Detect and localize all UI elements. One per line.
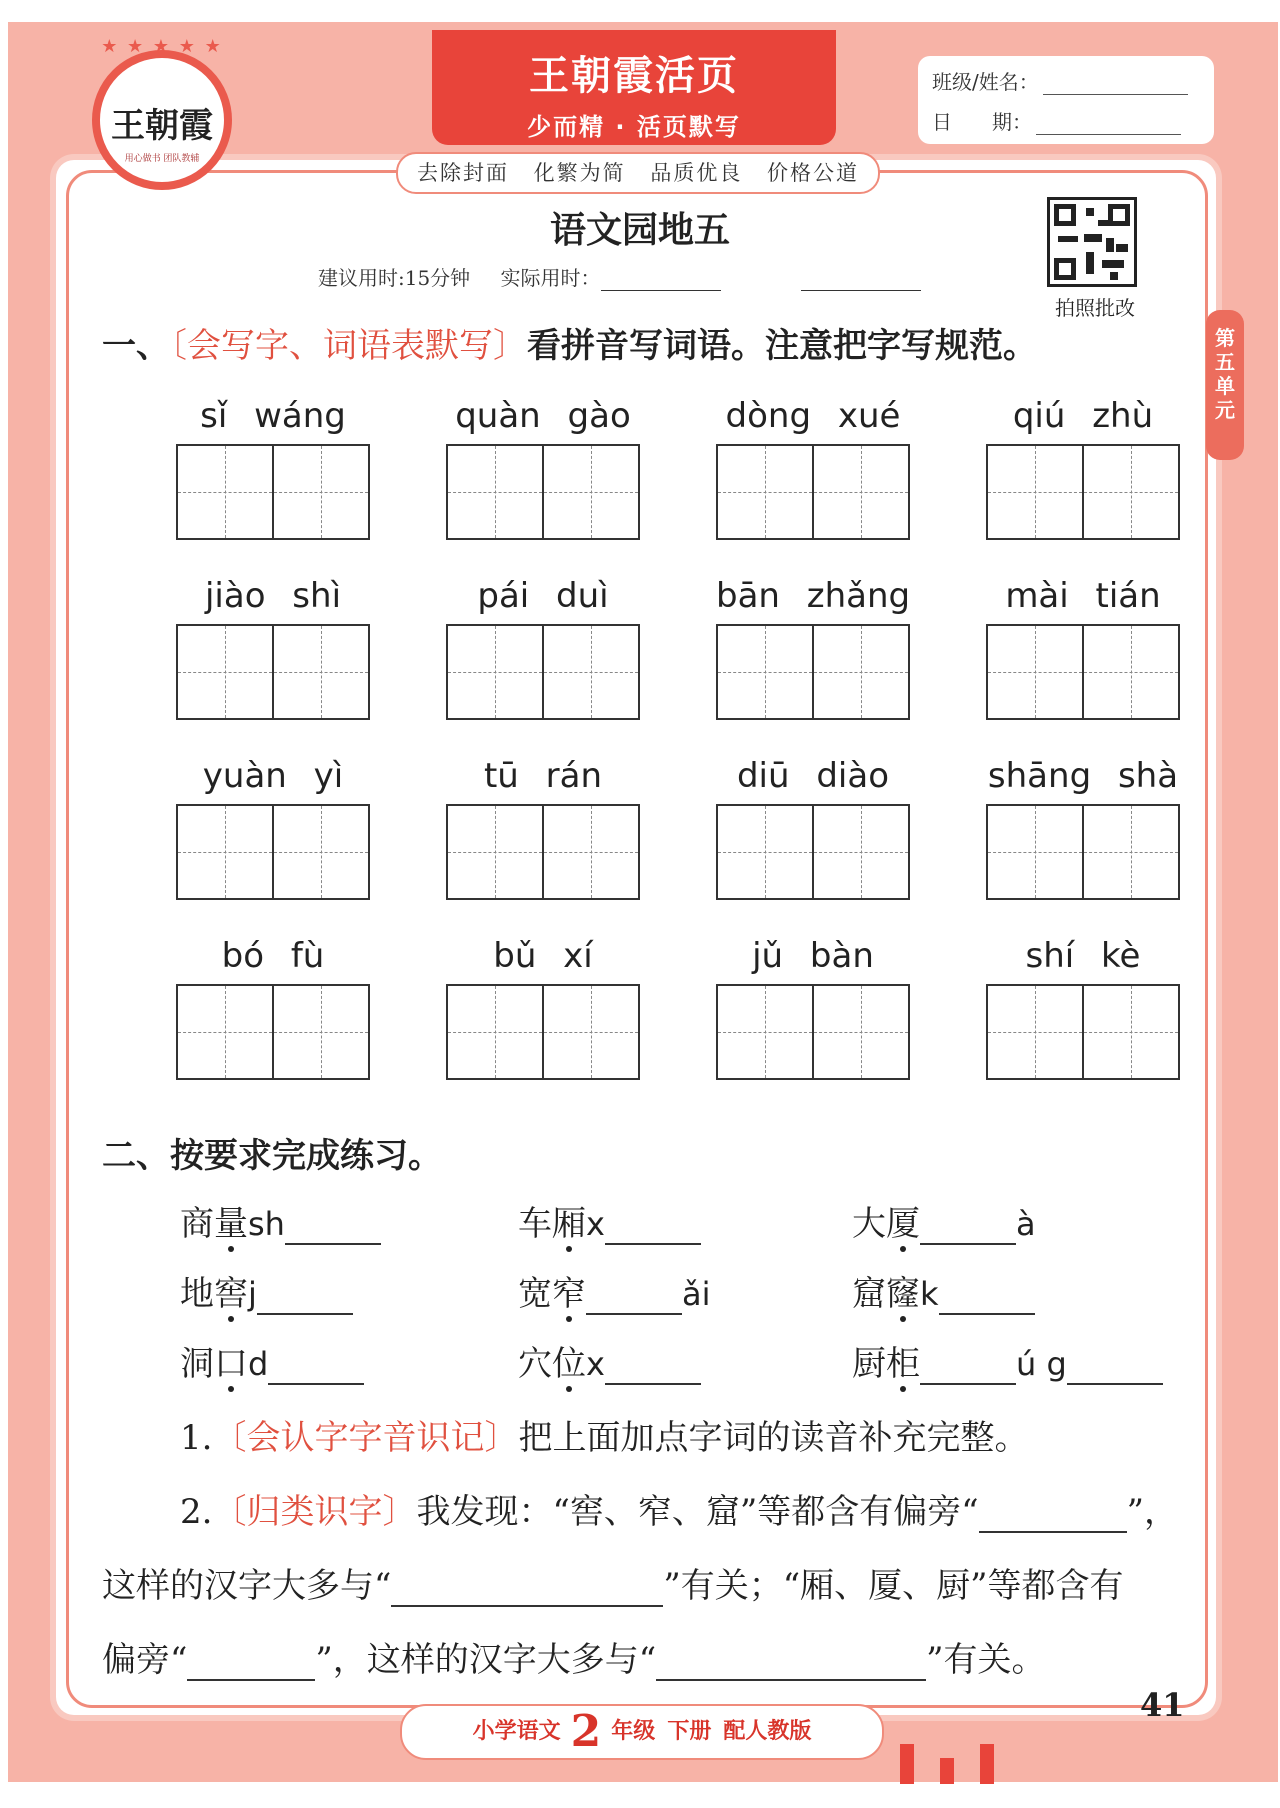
actual-time-field[interactable] [601, 272, 721, 291]
writing-boxes [446, 444, 640, 540]
pinyin-label: diū diào [736, 756, 890, 796]
writing-boxes [986, 804, 1180, 900]
banner-subtitle: 少而精 · 活页默写 [527, 113, 741, 141]
question-2-line-2 [102, 1558, 1124, 1607]
qr-code-icon[interactable] [1047, 197, 1137, 287]
slogan-3: 品质优良 [650, 161, 743, 185]
writing-boxes [986, 624, 1180, 720]
character-box[interactable] [178, 806, 272, 898]
slogan-4: 价格公道 [767, 161, 860, 185]
q2-tag: 〔归类识字〕 [212, 1492, 417, 1532]
character-box[interactable] [448, 806, 542, 898]
edge-tab-2 [940, 1758, 954, 1784]
logo-name: 王朝霞 [111, 106, 213, 146]
footer-grade-number: 2 [570, 1706, 602, 1757]
q2-line2-a: 这样的汉字大多与“ [102, 1566, 392, 1606]
actual-time-label: 实际用时： [500, 266, 601, 290]
q2-line3-a: 偏旁“ [102, 1640, 188, 1680]
writing-boxes [176, 984, 370, 1080]
q1-tag: 〔会认字字音识记〕 [212, 1418, 519, 1458]
edge-tab-1 [900, 1744, 914, 1784]
word-char-1: 窟 [852, 1274, 886, 1314]
dotted-char: 柜 [886, 1344, 920, 1384]
pinyin-label: bó fù [221, 936, 325, 976]
word-char-1: 大 [852, 1204, 886, 1244]
brand-logo [92, 36, 232, 190]
character-box[interactable] [1082, 806, 1178, 898]
pinyin-answer-blank[interactable] [285, 1215, 381, 1245]
footer-grade-badge [400, 1704, 884, 1760]
date-label: 日 期： [932, 110, 1032, 134]
pinyin-hint-pre: x [586, 1205, 605, 1243]
slogan-bar [396, 152, 880, 194]
pinyin-answer-blank[interactable] [920, 1355, 1016, 1385]
character-box[interactable] [988, 626, 1082, 718]
pinyin-label: jǔ bàn [752, 936, 874, 976]
word-item [986, 576, 1180, 720]
dotted-char: 窿 [886, 1274, 920, 1314]
question-2-line-3 [102, 1632, 1046, 1681]
pinyin-answer-blank[interactable] [939, 1285, 1035, 1315]
word-item [716, 396, 910, 540]
slogan-1: 去除封面 [416, 161, 509, 185]
pinyin-hint-pre: x [586, 1345, 605, 1383]
meaning-blank-2[interactable] [656, 1649, 926, 1681]
word-char-1: 宽 [518, 1274, 552, 1314]
word-char-1: 商 [180, 1204, 214, 1244]
dotted-char: 口 [214, 1344, 248, 1384]
word-item [446, 396, 640, 540]
writing-boxes [716, 804, 910, 900]
word-item [986, 936, 1180, 1080]
q2-line3-c: ”有关。 [926, 1640, 1046, 1680]
q2-text-b: ”， [1126, 1492, 1178, 1532]
q2-line2-b: ”有关；“厢、厦、厨”等都含有 [663, 1566, 1124, 1606]
character-box[interactable] [718, 626, 812, 718]
character-box[interactable] [718, 806, 812, 898]
writing-boxes [716, 444, 910, 540]
word-item [716, 576, 910, 720]
pronunciation-item [852, 1336, 1163, 1385]
pinyin-label: tū rán [483, 756, 603, 796]
character-box[interactable] [542, 446, 638, 538]
section-1-tag: 〔会写字、词语表默写〕 [170, 326, 527, 366]
word-char-1: 洞 [180, 1344, 214, 1384]
character-box[interactable] [988, 986, 1082, 1078]
pinyin-hint-post: ú g [1016, 1345, 1067, 1383]
q2-number: 2. [180, 1492, 213, 1532]
pinyin-label: qiú zhù [1012, 396, 1154, 436]
character-box[interactable] [988, 446, 1082, 538]
pinyin-hint-post: à [1016, 1205, 1036, 1243]
writing-boxes [176, 444, 370, 540]
radical-blank-1[interactable] [979, 1501, 1127, 1533]
section-2-heading: 二、按要求完成练习。 [102, 1136, 442, 1176]
pinyin-label: pái duì [477, 576, 609, 616]
pinyin-answer-blank[interactable] [920, 1215, 1016, 1245]
footer-grade: 年级 [611, 1719, 656, 1744]
unit-tab-label: 第五单元 [1215, 326, 1235, 422]
pinyin-answer-blank-2[interactable] [1067, 1355, 1163, 1385]
dotted-char: 厢 [552, 1204, 586, 1244]
pinyin-label: jiào shì [204, 576, 342, 616]
pinyin-hint-pre: d [248, 1345, 269, 1383]
pinyin-hint-post: ǎi [682, 1275, 711, 1313]
character-box[interactable] [272, 626, 368, 718]
writing-boxes [446, 624, 640, 720]
character-box[interactable] [542, 986, 638, 1078]
character-box[interactable] [988, 806, 1082, 898]
pinyin-label: shí kè [1025, 936, 1141, 976]
q1-number: 1. [180, 1418, 213, 1458]
writing-boxes [986, 444, 1180, 540]
pinyin-answer-blank[interactable] [605, 1355, 701, 1385]
writing-boxes [176, 804, 370, 900]
slogan-2: 化繁为简 [533, 161, 626, 185]
pinyin-answer-blank[interactable] [268, 1355, 364, 1385]
pronunciation-item [180, 1336, 364, 1385]
word-item [716, 936, 910, 1080]
word-item [176, 756, 370, 900]
character-box[interactable] [812, 446, 908, 538]
q2-text-a: 我发现：“窖、窄、窟”等都含有偏旁“ [416, 1492, 979, 1532]
brand-banner [432, 30, 836, 145]
pinyin-label: quàn gào [455, 396, 631, 436]
suggested-time: 建议用时:15分钟 [318, 266, 471, 290]
character-box[interactable] [272, 806, 368, 898]
pinyin-label: yuàn yì [202, 756, 344, 796]
word-item [176, 396, 370, 540]
writing-boxes [446, 984, 640, 1080]
dotted-char: 窄 [552, 1274, 586, 1314]
character-box[interactable] [718, 986, 812, 1078]
character-box[interactable] [812, 626, 908, 718]
word-item [176, 576, 370, 720]
footer-subject: 小学语文 [472, 1719, 561, 1744]
qr-label: 拍照批改 [1055, 296, 1135, 320]
character-box[interactable] [272, 446, 368, 538]
word-item [986, 756, 1180, 900]
pinyin-label: dòng xué [725, 396, 901, 436]
character-box[interactable] [448, 626, 542, 718]
actual-time-field-2[interactable] [801, 272, 921, 291]
page-title: 语文园地五 [549, 210, 730, 251]
section-1-heading [102, 318, 1037, 367]
word-item [716, 756, 910, 900]
pronunciation-item [852, 1196, 1036, 1245]
unit-tab[interactable] [1206, 310, 1244, 460]
dotted-char: 厦 [886, 1204, 920, 1244]
student-info-box [918, 56, 1214, 144]
question-1 [180, 1410, 1028, 1459]
q1-text: 把上面加点字词的读音补充完整。 [518, 1418, 1029, 1458]
page-number: 41 [1140, 1686, 1185, 1724]
pinyin-label: sǐ wáng [200, 396, 346, 436]
character-box[interactable] [1082, 446, 1178, 538]
pinyin-answer-blank[interactable] [605, 1215, 701, 1245]
pinyin-hint-pre: k [920, 1275, 939, 1313]
character-box[interactable] [178, 446, 272, 538]
pronunciation-item [180, 1196, 381, 1245]
writing-boxes [716, 624, 910, 720]
question-2-line-1 [180, 1484, 1178, 1533]
banner-title: 王朝霞活页 [529, 52, 739, 99]
word-item [986, 396, 1180, 540]
pinyin-label: bān zhǎng [716, 576, 911, 616]
pinyin-answer-blank[interactable] [586, 1285, 682, 1315]
pronunciation-item [180, 1266, 353, 1315]
footer-edition: 配人教版 [723, 1719, 812, 1744]
pinyin-label: mài tián [1005, 576, 1161, 616]
meaning-blank-1[interactable] [391, 1575, 663, 1607]
footer-volume: 下册 [667, 1719, 712, 1744]
pinyin-answer-blank[interactable] [257, 1285, 353, 1315]
edge-tab-3 [980, 1744, 994, 1784]
character-box[interactable] [448, 446, 542, 538]
date-row [932, 106, 1181, 135]
word-item [176, 936, 370, 1080]
character-box[interactable] [812, 986, 908, 1078]
character-box[interactable] [542, 806, 638, 898]
class-name-row [932, 66, 1188, 95]
pinyin-hint-pre: sh [248, 1205, 285, 1243]
character-box[interactable] [1082, 986, 1178, 1078]
character-box[interactable] [542, 626, 638, 718]
q2-line3-b: ”，这样的汉字大多与“ [315, 1640, 657, 1680]
radical-blank-2[interactable] [187, 1649, 315, 1681]
class-name-label: 班级/姓名： [932, 70, 1039, 94]
character-box[interactable] [812, 806, 908, 898]
time-line [318, 262, 921, 291]
class-name-field[interactable] [1043, 74, 1188, 95]
character-box[interactable] [272, 986, 368, 1078]
writing-boxes [176, 624, 370, 720]
character-box[interactable] [178, 626, 272, 718]
dotted-char: 量 [214, 1204, 248, 1244]
pinyin-label: shāng shà [987, 756, 1179, 796]
word-char-1: 厨 [852, 1344, 886, 1384]
logo-subtitle: 用心做书 团队教辅 [124, 154, 200, 164]
dotted-char: 窖 [214, 1274, 248, 1314]
word-item [446, 756, 640, 900]
character-box[interactable] [718, 446, 812, 538]
section-1-prefix: 一、 [102, 326, 170, 366]
pinyin-hint-pre: j [248, 1275, 257, 1313]
dotted-char: 位 [552, 1344, 586, 1384]
pronunciation-item [518, 1336, 701, 1385]
pronunciation-item [518, 1196, 701, 1245]
word-item [446, 936, 640, 1080]
writing-boxes [446, 804, 640, 900]
pronunciation-item [518, 1266, 711, 1315]
writing-boxes [716, 984, 910, 1080]
date-field[interactable] [1036, 114, 1181, 135]
character-box[interactable] [178, 986, 272, 1078]
star-icons: ★ ★ ★ ★ ★ [101, 36, 223, 57]
word-char-1: 车 [518, 1204, 552, 1244]
pinyin-label: bǔ xí [493, 936, 593, 976]
word-char-1: 地 [180, 1274, 214, 1314]
word-item [446, 576, 640, 720]
word-char-1: 穴 [518, 1344, 552, 1384]
character-box[interactable] [1082, 626, 1178, 718]
writing-boxes [986, 984, 1180, 1080]
character-box[interactable] [448, 986, 542, 1078]
pronunciation-item [852, 1266, 1035, 1315]
section-1-instruction: 看拼音写词语。注意把字写规范。 [527, 326, 1037, 366]
